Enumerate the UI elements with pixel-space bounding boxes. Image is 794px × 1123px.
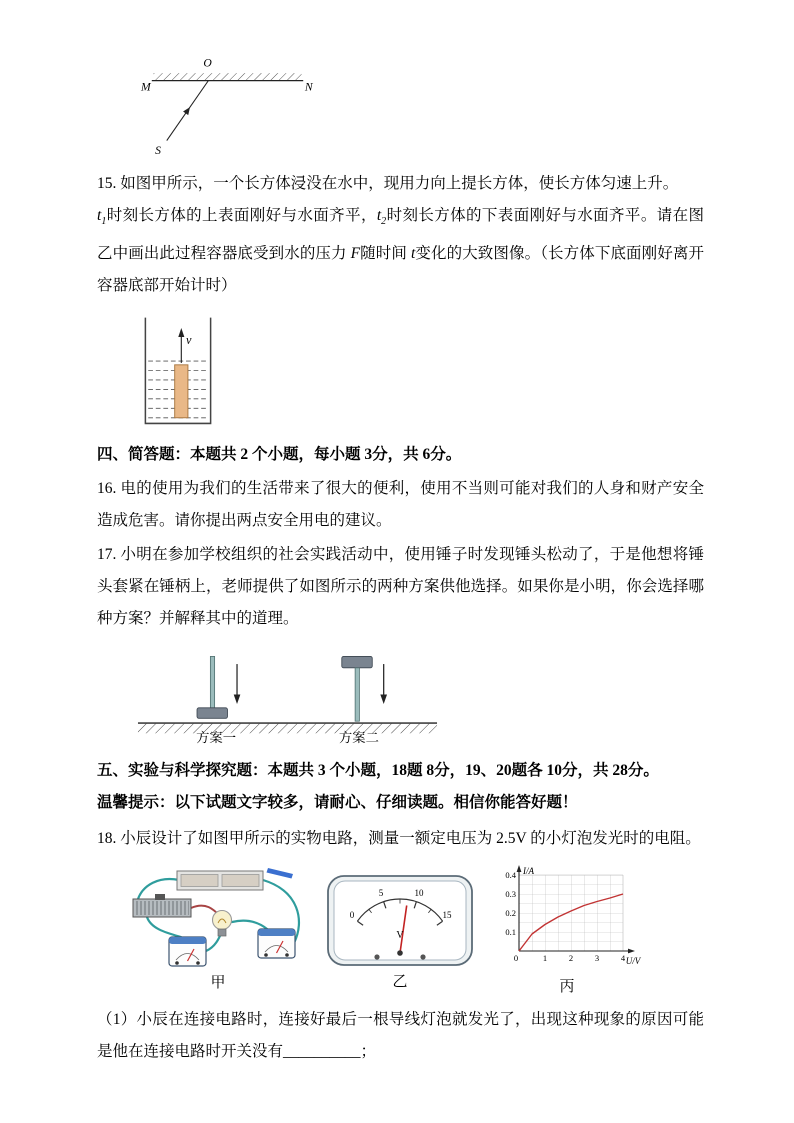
label-S: S xyxy=(155,143,161,157)
section-4-heading: 四、简答题：本题共 2 个小题，每小题 3分，共 6分。 xyxy=(97,446,462,464)
caption-yi: 乙 xyxy=(392,974,408,991)
ytick-01: 0.1 xyxy=(505,927,516,938)
ground-hatching xyxy=(138,724,437,734)
xtick-4: 4 xyxy=(620,953,626,964)
graph-ylabel: I/A xyxy=(523,866,534,877)
t1-symbol: $t_1$ xyxy=(97,207,107,228)
label-M: M xyxy=(140,80,151,94)
velocity-arrowhead xyxy=(178,328,184,337)
tick-15: 15 xyxy=(442,910,452,921)
section-5-tip: 温馨提示：以下试题文字较多，请耐心、仔细读题。相信你能答好题！ xyxy=(97,794,578,812)
question-15-text: 15. 如图甲所示，一个长方体浸没在水中，现用力向上提长方体，使长方体匀速上升。 xyxy=(97,175,679,192)
question-16-text: 16. 电的使用为我们的生活带来了很大的便利，使用不当则可能对我们的人身和财产安全造成危害。请你提出两点安全用电的建议。 xyxy=(97,480,704,530)
subfigure-yi xyxy=(325,863,475,991)
terminal-left xyxy=(374,954,379,959)
xtick-3: 3 xyxy=(594,953,600,964)
ytick-03: 0.3 xyxy=(505,889,516,900)
section-5-heading: 五、实验与科学探究题：本题共 3 个小题，18题 8分，19、20题各 10分，共 28分。 xyxy=(97,762,659,780)
tick-10: 10 xyxy=(414,888,424,899)
xtick-0: 0 xyxy=(513,953,519,964)
x-axis-arrow xyxy=(628,949,635,954)
label-N: N xyxy=(304,80,313,94)
subfigure-bing xyxy=(491,863,643,996)
t-symbol: t xyxy=(410,245,416,263)
figure-water-container xyxy=(133,310,223,431)
label-O: O xyxy=(203,56,212,70)
ammeter xyxy=(169,937,206,966)
question-18-part1: （1）小辰在连接电路时，连接好最后一根导线灯泡就发光了，出现这种现象的原因可能是他在连接电路时开关没有__________； xyxy=(97,1011,704,1061)
light-bulb xyxy=(213,911,232,937)
voltmeter-scale xyxy=(325,873,475,968)
caption-bing: 丙 xyxy=(559,979,575,996)
mirror-hatching xyxy=(153,73,301,80)
scheme-1-label: 方案一 xyxy=(196,730,237,746)
circuit-photo xyxy=(127,863,309,969)
subfigure-jia xyxy=(127,863,309,992)
y-axis-arrow xyxy=(517,865,522,872)
t2-symbol: $t_2$ xyxy=(376,207,387,228)
rheostat xyxy=(133,894,191,917)
figure-plane-mirror xyxy=(140,54,315,158)
tick-5: 5 xyxy=(378,888,384,899)
xtick-1: 1 xyxy=(542,953,548,964)
question-18-text: 18. 小辰设计了如图甲所示的实物电路，测量一额定电压为 2.5V 的小灯泡发光时的电阻。 xyxy=(97,830,701,848)
tick-0: 0 xyxy=(349,910,355,921)
velocity-label: v xyxy=(186,333,192,348)
unit-label: V xyxy=(396,930,404,942)
F-symbol: F xyxy=(350,245,361,263)
hammer-scheme-1 xyxy=(197,657,240,719)
battery-pack xyxy=(177,871,263,890)
submerged-block xyxy=(175,365,188,418)
ytick-04: 0.4 xyxy=(505,870,516,881)
question-18-figures xyxy=(127,863,704,996)
ytick-02: 0.2 xyxy=(505,908,516,919)
graph-grid xyxy=(519,875,623,951)
ray-arrowhead xyxy=(183,107,190,115)
hammer-scheme-2 xyxy=(342,657,387,722)
terminal-right xyxy=(420,954,425,959)
question-17-text: 17. 小明在参加学校组织的社会实践活动中，使用锤子时发现锤头松动了，于是他想将锤头套紧在锤柄上，老师提供了如图所示的两种方案供他选择。如果你是小明，你会选择哪种方案？并解释其中的道理。 xyxy=(97,546,704,628)
needle-pivot xyxy=(397,950,403,956)
voltmeter xyxy=(258,929,295,958)
xtick-2: 2 xyxy=(568,953,574,964)
graph-xlabel: U/V xyxy=(625,956,641,967)
question-15-body: $t_1$时刻长方体的上表面刚好与水面齐平，$t_2$时刻长方体的下表面刚好与水面齐平。请在图乙中画出此过程容器底受到水的压力 F随时间 t变化的大致图像。（长方体下底面刚好离开容器底部开始计时） xyxy=(97,207,704,295)
blue-clip xyxy=(267,868,294,879)
caption-jia: 甲 xyxy=(210,975,226,992)
figure-hammer-schemes xyxy=(130,645,445,745)
iu-graph xyxy=(491,863,643,973)
scheme-2-label: 方案二 xyxy=(338,730,379,746)
